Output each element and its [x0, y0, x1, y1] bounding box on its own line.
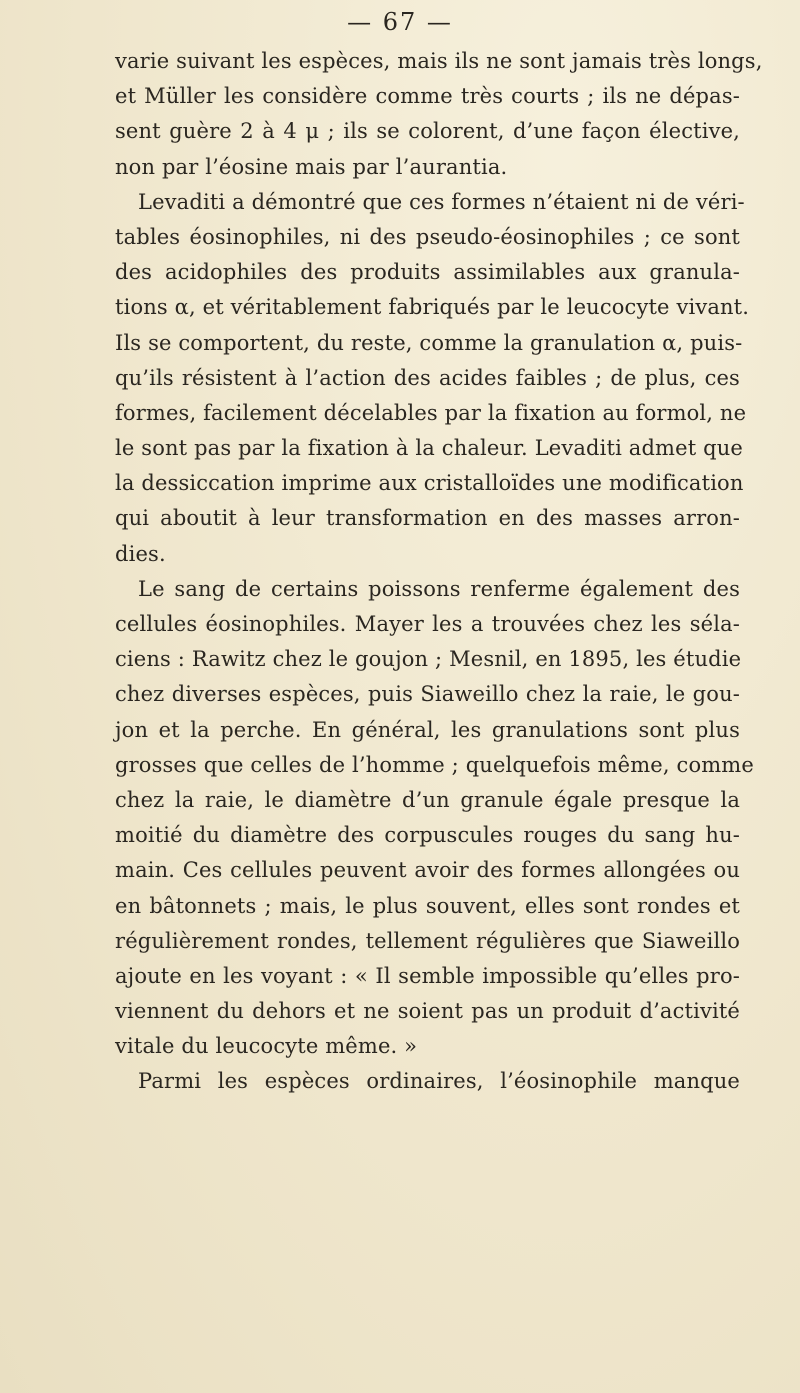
- text-line: main. Ces cellules peuvent avoir des formes allongées ou: [115, 858, 740, 883]
- text-line: viennent du dehors et ne soient pas un produit d’activité: [115, 999, 740, 1024]
- text-line: et Müller les considère comme très courts ; ils ne dépas-: [115, 84, 740, 109]
- text-line: tions α, et véritablement fabriqués par le leucocyte vivant.: [115, 295, 750, 320]
- text-line: varie suivant les espèces, mais ils ne sont jamais très longs,: [115, 49, 763, 73]
- text-line: vitale du leucocyte même. »: [115, 1034, 418, 1059]
- text-line: moitié du diamètre des corpuscules rouges du sang hu-: [115, 823, 740, 848]
- text-line: cellules éosinophiles. Mayer les a trouvées chez les séla-: [115, 612, 740, 636]
- text-line: régulièrement rondes, tellement régulières que Siaweillo: [115, 928, 740, 953]
- text-line: des acidophiles des produits assimilables aux granula-: [115, 260, 740, 285]
- text-line: formes, facilement décelables par la fixation au formol, ne: [115, 400, 747, 425]
- text-line: la dessiccation imprime aux cristalloïdes une modification: [115, 471, 744, 496]
- text-line: non par l’éosine mais par l’aurantia.: [115, 154, 508, 179]
- text-line: chez la raie, le diamètre d’un granule égale presque la: [115, 787, 740, 812]
- text-line: dies.: [115, 541, 166, 566]
- page-number: — 67 —: [347, 8, 453, 36]
- text-line: en bâtonnets ; mais, le plus souvent, elles sont rondes et: [115, 893, 740, 918]
- text-line: sent guère 2 à 4 μ ; ils se colorent, d’une façon élective,: [115, 119, 740, 144]
- text-line: tables éosinophiles, ni des pseudo-éosinophiles ; ce sont: [115, 224, 740, 249]
- text-line: qui aboutit à leur transformation en des masses arron-: [115, 506, 740, 531]
- text-line: le sont pas par la fixation à la chaleur. Levaditi admet que: [115, 436, 743, 461]
- text-line: Le sang de certains poissons renferme également des: [138, 576, 740, 601]
- text-line: chez diverses espèces, puis Siaweillo chez la raie, le gou-: [115, 682, 740, 707]
- text-line: ciens : Rawitz chez le goujon ; Mesnil, en 1895, les étudie: [115, 647, 742, 672]
- text-line: grosses que celles de l’homme ; quelquefois même, comme: [115, 752, 754, 777]
- text-line: Parmi les espèces ordinaires, l’éosinophile manque: [138, 1069, 740, 1094]
- text-line: jon et la perche. En général, les granulations sont plus: [115, 717, 740, 742]
- body-text: [115, 44, 763, 1100]
- text-line: Levaditi a démontré que ces formes n’étaient ni de véri-: [138, 189, 745, 214]
- text-line: ajoute en les voyant : « Il semble impossible qu’elles pro-: [115, 963, 740, 988]
- text-line: qu’ils résistent à l’action des acides faibles ; de plus, ces: [115, 365, 740, 390]
- text-line: Ils se comportent, du reste, comme la granulation α, puis-: [115, 330, 743, 355]
